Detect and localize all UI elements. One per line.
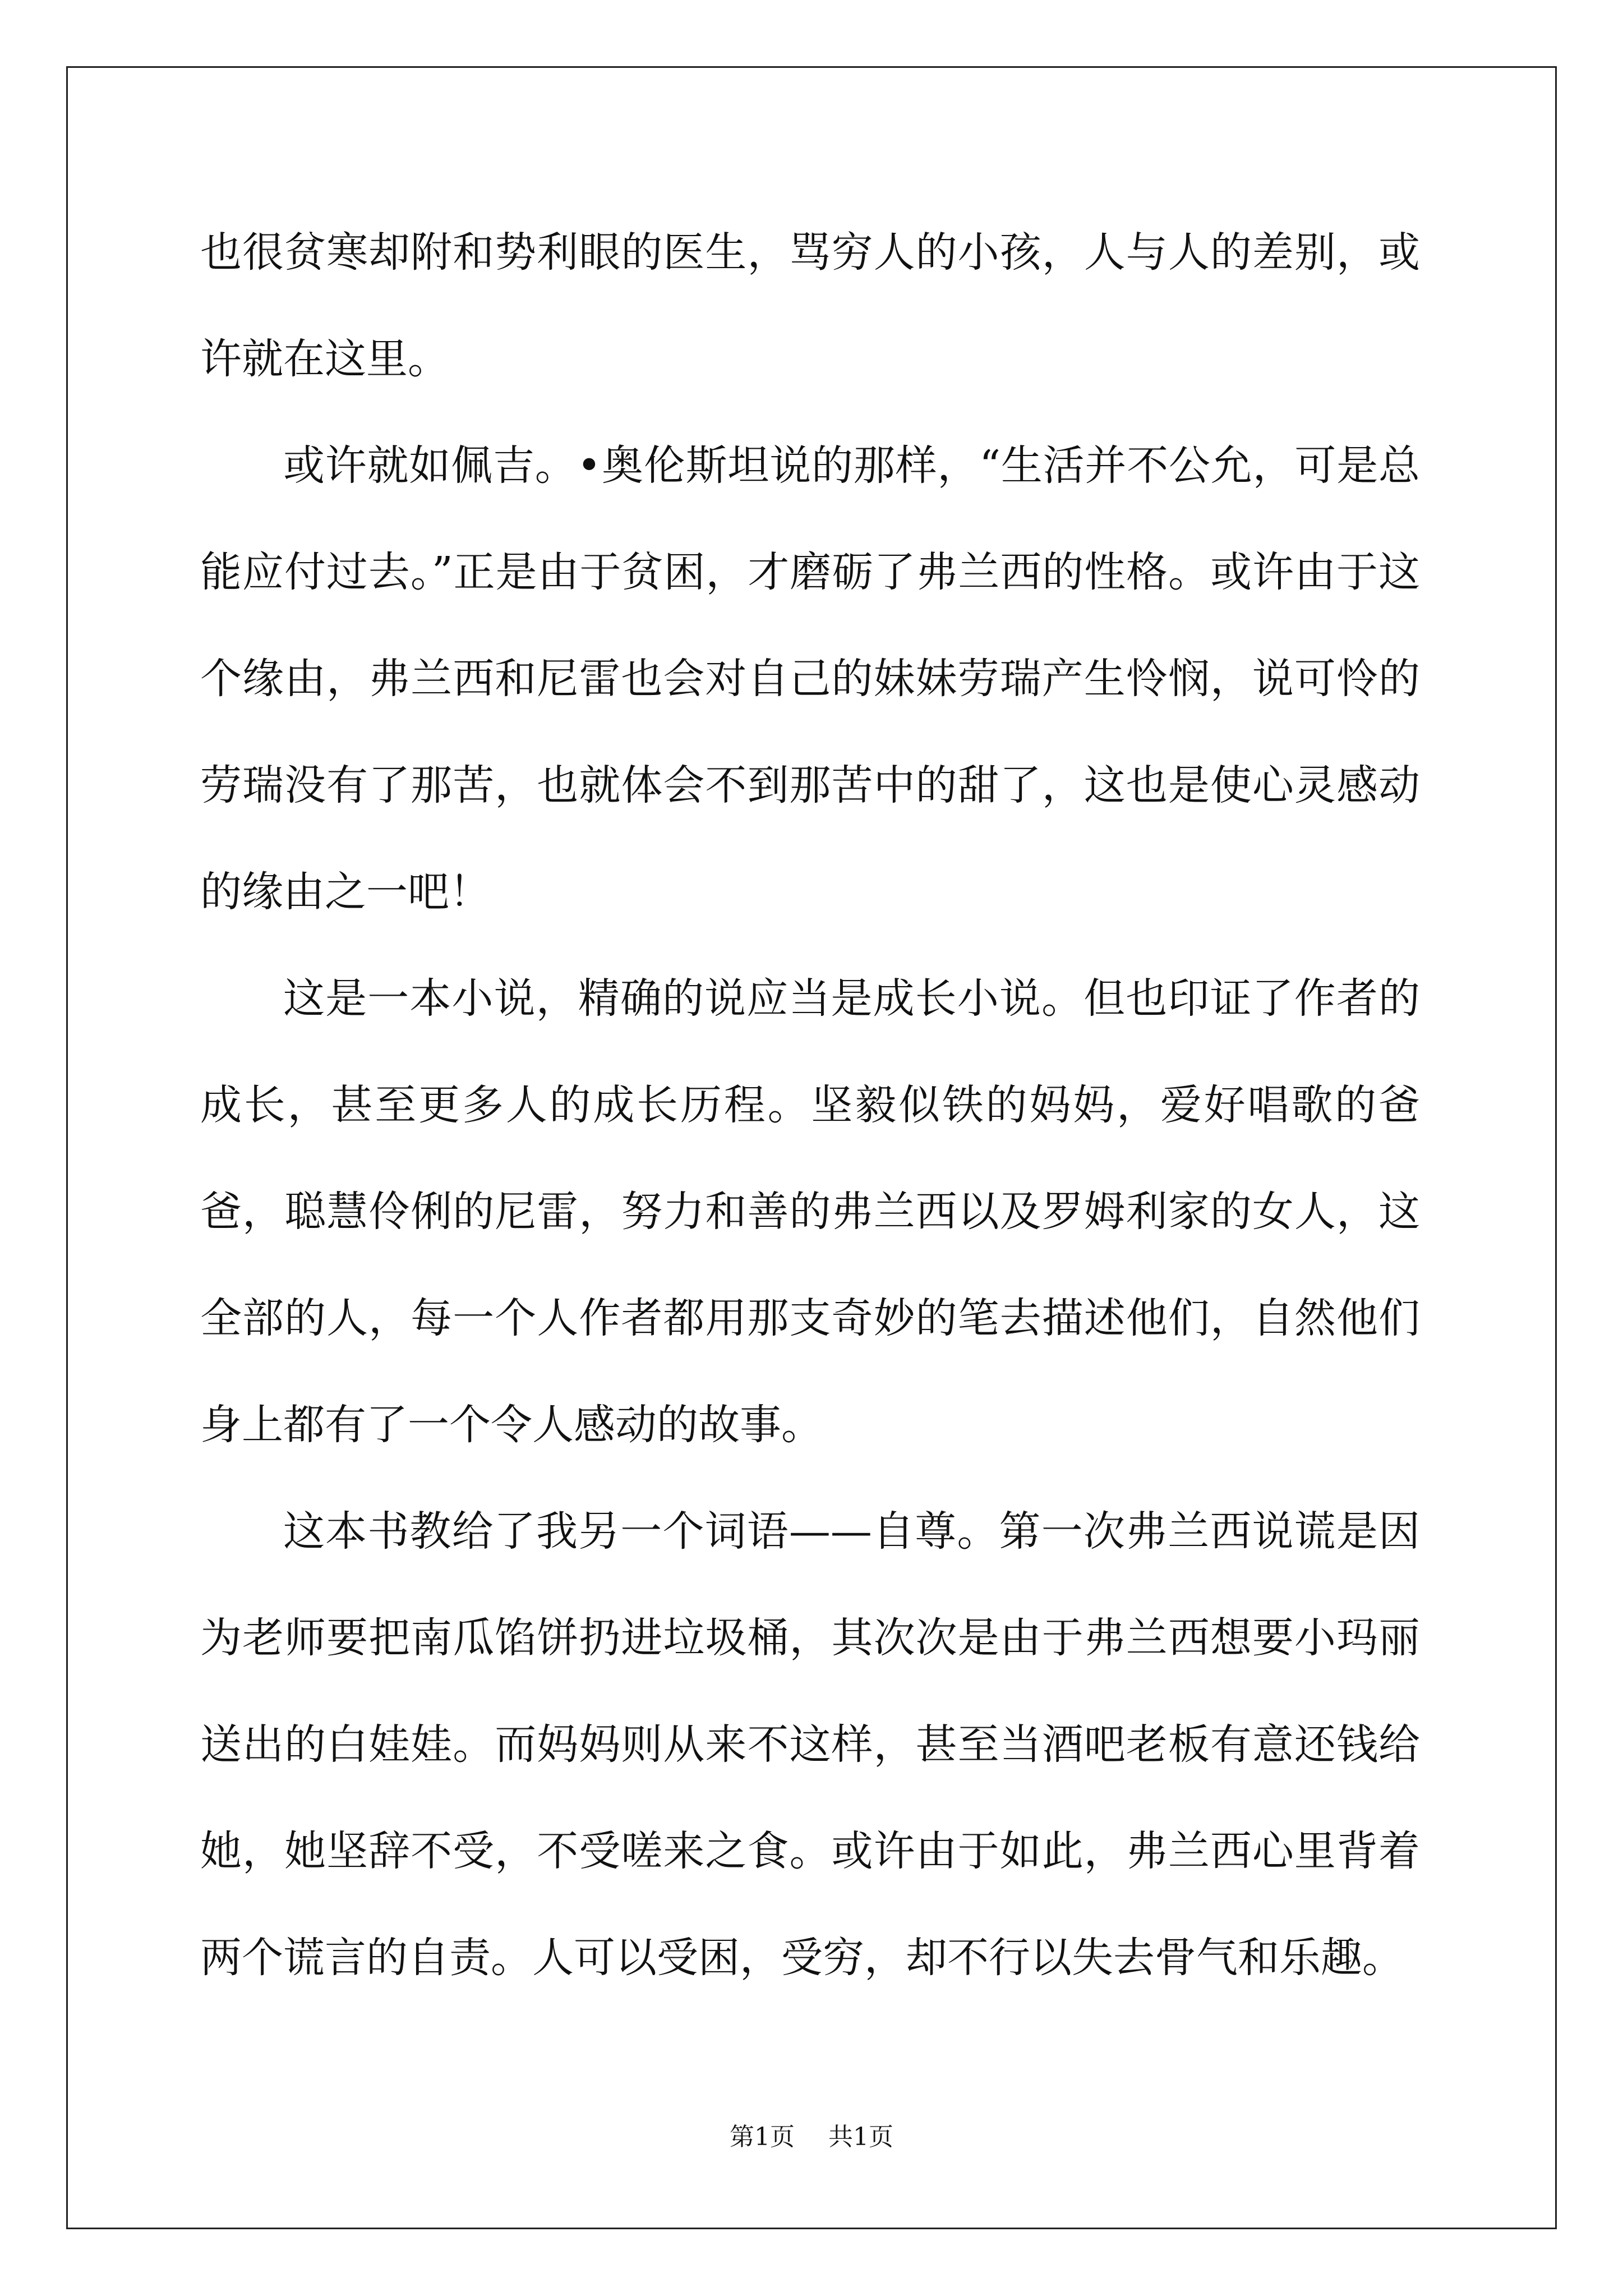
page-number-current: 第1页: [730, 2123, 795, 2151]
paragraph-4: 这本书教给了我另一个词语——自尊。第一次弗兰西说谎是因为老师要把南瓜馅饼扔进垃圾桶，其次次是由于弗兰西想要小玛丽送出的白娃娃。而妈妈则从来不这样，甚至当酒吧老板有意还钱给她，她坚辞不受，不受嗟来之食。或许由于如此，弗兰西心里背着两个谎言的自责。人可以受困，受穷，却不行以失去骨气和乐趣。: [200, 1507, 1420, 1982]
paragraph-3: 这是一本小说，精确的说应当是成长小说。但也印证了作者的成长，甚至更多人的成长历程。坚毅似铁的妈妈，爱好唱歌的爸爸，聪慧伶俐的尼雷，努力和善的弗兰西以及罗姆利家的女人，这全部的人，每一个人作者都用那支奇妙的笔去描述他们，自然他们身上都有了一个令人感动的故事。: [200, 974, 1420, 1449]
paragraph-2: 或许就如佩吉。•奥伦斯坦说的那样，“生活并不公允，可是总能应付过去。”正是由于贫困，才磨砺了弗兰西的性格。或许由于这个缘由，弗兰西和尼雷也会对自己的妹妹劳瑞产生怜悯，说可怜的劳瑞没有了那苦，也就体会不到那苦中的甜了，这也是使心灵感动的缘由之一吧！: [200, 441, 1420, 916]
page-number-total: 共1页: [828, 2123, 893, 2151]
paragraph-1: 也很贫寒却附和势利眼的医生，骂穷人的小孩，人与人的差别，或许就在这里。: [200, 228, 1420, 383]
document-body: [200, 199, 1420, 2011]
page-footer: [0, 2120, 1623, 2154]
